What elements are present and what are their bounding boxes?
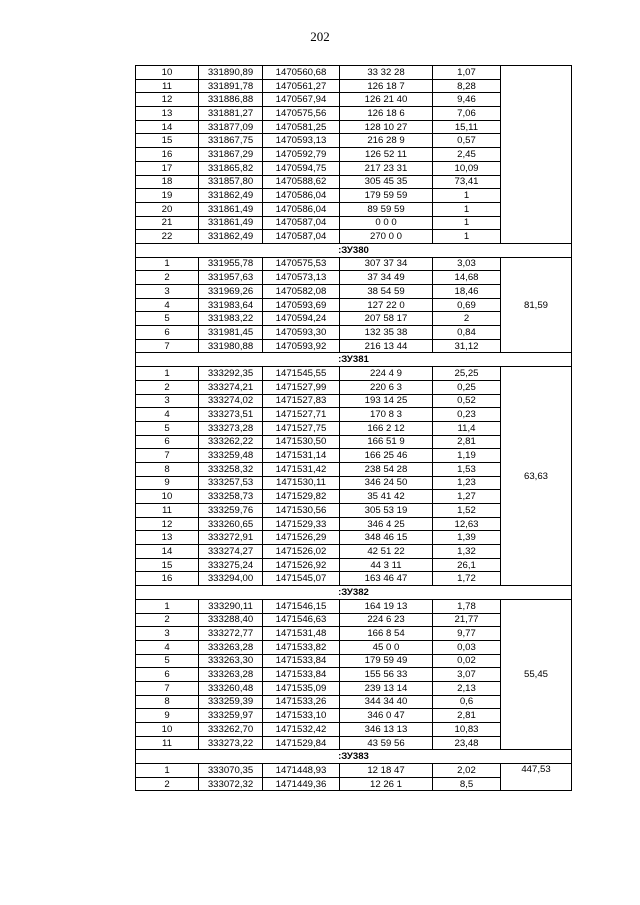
y-coordinate-cell: 1471529,84 [263,736,340,750]
x-coordinate-cell: 331891,78 [199,79,263,93]
direction-angle-cell: 33 32 28 [340,66,433,80]
direction-angle-cell: 89 59 59 [340,202,433,216]
length-cell: 18,46 [433,285,501,299]
point-number-cell: 14 [136,120,199,134]
y-coordinate-cell: 1470582,08 [263,285,340,299]
direction-angle-cell: 166 25 46 [340,449,433,463]
y-coordinate-cell: 1470586,04 [263,189,340,203]
section-header-row [136,586,572,600]
point-number-cell: 10 [136,723,199,737]
direction-angle-cell: 207 58 17 [340,312,433,326]
point-number-cell: 20 [136,202,199,216]
length-cell: 25,25 [433,367,501,381]
length-cell: 1,23 [433,476,501,490]
direction-angle-cell: 12 18 47 [340,764,433,778]
y-coordinate-cell: 1471545,55 [263,367,340,381]
length-cell: 2,45 [433,148,501,162]
direction-angle-cell: 132 35 38 [340,326,433,340]
direction-angle-cell: 43 59 56 [340,736,433,750]
direction-angle-cell: 127 22 0 [340,298,433,312]
direction-angle-cell: 0 0 0 [340,216,433,230]
direction-angle-cell: 126 21 40 [340,93,433,107]
y-coordinate-cell: 1470593,69 [263,298,340,312]
length-cell: 1,27 [433,490,501,504]
x-coordinate-cell: 333259,39 [199,695,263,709]
area-cell: 63,63 [501,367,572,586]
section-header: :ЗУ382 [136,586,572,600]
point-number-cell: 5 [136,654,199,668]
length-cell: 26,1 [433,558,501,572]
y-coordinate-cell: 1471530,56 [263,504,340,518]
y-coordinate-cell: 1471530,11 [263,476,340,490]
point-number-cell: 1 [136,257,199,271]
direction-angle-cell: 238 54 28 [340,462,433,476]
x-coordinate-cell: 333072,32 [199,777,263,791]
x-coordinate-cell: 331969,26 [199,285,263,299]
length-cell: 2,81 [433,435,501,449]
direction-angle-cell: 270 0 0 [340,230,433,244]
x-coordinate-cell: 333275,24 [199,558,263,572]
y-coordinate-cell: 1471530,50 [263,435,340,449]
direction-angle-cell: 346 13 13 [340,723,433,737]
length-cell: 0,25 [433,380,501,394]
length-cell: 23,48 [433,736,501,750]
area-cell: 55,45 [501,599,572,750]
x-coordinate-cell: 331865,82 [199,161,263,175]
direction-angle-cell: 224 6 23 [340,613,433,627]
x-coordinate-cell: 333273,22 [199,736,263,750]
length-cell: 8,28 [433,79,501,93]
point-number-cell: 19 [136,189,199,203]
x-coordinate-cell: 331867,29 [199,148,263,162]
point-number-cell: 7 [136,681,199,695]
x-coordinate-cell: 331861,49 [199,202,263,216]
page-number: 202 [310,29,330,44]
y-coordinate-cell: 1471533,84 [263,654,340,668]
length-cell: 9,46 [433,93,501,107]
y-coordinate-cell: 1470587,04 [263,216,340,230]
y-coordinate-cell: 1471527,71 [263,408,340,422]
table-row [136,764,572,778]
table-row [136,66,572,80]
x-coordinate-cell: 333263,30 [199,654,263,668]
length-cell: 21,77 [433,613,501,627]
point-number-cell: 3 [136,394,199,408]
y-coordinate-cell: 1471532,42 [263,723,340,737]
y-coordinate-cell: 1470593,13 [263,134,340,148]
y-coordinate-cell: 1471527,99 [263,380,340,394]
length-cell: 1,32 [433,545,501,559]
length-cell: 1,52 [433,504,501,518]
point-number-cell: 4 [136,640,199,654]
y-coordinate-cell: 1471527,83 [263,394,340,408]
section-header: :ЗУ380 [136,243,572,257]
direction-angle-cell: 166 51 9 [340,435,433,449]
direction-angle-cell: 179 59 59 [340,189,433,203]
length-cell: 3,07 [433,668,501,682]
length-cell: 1,07 [433,66,501,80]
length-cell: 0,69 [433,298,501,312]
x-coordinate-cell: 331981,45 [199,326,263,340]
point-number-cell: 9 [136,709,199,723]
x-coordinate-cell: 333259,76 [199,504,263,518]
length-cell: 1 [433,216,501,230]
y-coordinate-cell: 1471449,36 [263,777,340,791]
y-coordinate-cell: 1470593,30 [263,326,340,340]
point-number-cell: 13 [136,107,199,121]
x-coordinate-cell: 331861,49 [199,216,263,230]
x-coordinate-cell: 333290,11 [199,599,263,613]
x-coordinate-cell: 333260,48 [199,681,263,695]
y-coordinate-cell: 1470575,56 [263,107,340,121]
length-cell: 73,41 [433,175,501,189]
x-coordinate-cell: 333273,28 [199,421,263,435]
direction-angle-cell: 217 23 31 [340,161,433,175]
section-header-row [136,353,572,367]
point-number-cell: 14 [136,545,199,559]
direction-angle-cell: 35 41 42 [340,490,433,504]
direction-angle-cell: 346 24 50 [340,476,433,490]
length-cell: 1,53 [433,462,501,476]
point-number-cell: 6 [136,326,199,340]
y-coordinate-cell: 1470575,53 [263,257,340,271]
x-coordinate-cell: 331877,09 [199,120,263,134]
y-coordinate-cell: 1471526,29 [263,531,340,545]
direction-angle-cell: 224 4 9 [340,367,433,381]
x-coordinate-cell: 331886,88 [199,93,263,107]
area-cell: 81,59 [501,257,572,353]
direction-angle-cell: 155 56 33 [340,668,433,682]
x-coordinate-cell: 333294,00 [199,572,263,586]
x-coordinate-cell: 333257,53 [199,476,263,490]
y-coordinate-cell: 1471529,82 [263,490,340,504]
x-coordinate-cell: 333258,32 [199,462,263,476]
direction-angle-cell: 216 13 44 [340,339,433,353]
length-cell: 10,09 [433,161,501,175]
x-coordinate-cell: 333263,28 [199,640,263,654]
point-number-cell: 5 [136,312,199,326]
point-number-cell: 11 [136,79,199,93]
point-number-cell: 13 [136,531,199,545]
point-number-cell: 1 [136,764,199,778]
y-coordinate-cell: 1470594,24 [263,312,340,326]
point-number-cell: 15 [136,558,199,572]
length-cell: 8,5 [433,777,501,791]
y-coordinate-cell: 1470593,92 [263,339,340,353]
y-coordinate-cell: 1471527,75 [263,421,340,435]
y-coordinate-cell: 1471526,92 [263,558,340,572]
point-number-cell: 5 [136,421,199,435]
x-coordinate-cell: 333292,35 [199,367,263,381]
x-coordinate-cell: 333274,02 [199,394,263,408]
direction-angle-cell: 37 34 49 [340,271,433,285]
point-number-cell: 7 [136,449,199,463]
point-number-cell: 6 [136,435,199,449]
direction-angle-cell: 42 51 22 [340,545,433,559]
direction-angle-cell: 344 34 40 [340,695,433,709]
length-cell: 1,39 [433,531,501,545]
x-coordinate-cell: 333258,73 [199,490,263,504]
y-coordinate-cell: 1471531,48 [263,627,340,641]
length-cell: 1,78 [433,599,501,613]
y-coordinate-cell: 1471448,93 [263,764,340,778]
x-coordinate-cell: 331955,78 [199,257,263,271]
x-coordinate-cell: 333274,27 [199,545,263,559]
y-coordinate-cell: 1470573,13 [263,271,340,285]
y-coordinate-cell: 1470594,75 [263,161,340,175]
direction-angle-cell: 346 4 25 [340,517,433,531]
length-cell: 2 [433,312,501,326]
point-number-cell: 16 [136,148,199,162]
direction-angle-cell: 305 45 35 [340,175,433,189]
table-row [136,599,572,613]
x-coordinate-cell: 333260,65 [199,517,263,531]
y-coordinate-cell: 1470592,79 [263,148,340,162]
table-row [136,257,572,271]
y-coordinate-cell: 1471546,63 [263,613,340,627]
length-cell: 9,77 [433,627,501,641]
section-header: :ЗУ383 [136,750,572,764]
direction-angle-cell: 126 18 7 [340,79,433,93]
length-cell: 2,02 [433,764,501,778]
length-cell: 15,11 [433,120,501,134]
point-number-cell: 7 [136,339,199,353]
length-cell: 3,03 [433,257,501,271]
length-cell: 1 [433,189,501,203]
x-coordinate-cell: 331983,22 [199,312,263,326]
length-cell: 0,03 [433,640,501,654]
direction-angle-cell: 307 37 34 [340,257,433,271]
direction-angle-cell: 128 10 27 [340,120,433,134]
point-number-cell: 10 [136,490,199,504]
section-header-row [136,243,572,257]
y-coordinate-cell: 1471533,26 [263,695,340,709]
point-number-cell: 21 [136,216,199,230]
point-number-cell: 2 [136,613,199,627]
point-number-cell: 4 [136,408,199,422]
point-number-cell: 10 [136,66,199,80]
x-coordinate-cell: 333274,21 [199,380,263,394]
x-coordinate-cell: 333262,70 [199,723,263,737]
length-cell: 31,12 [433,339,501,353]
point-number-cell: 8 [136,462,199,476]
length-cell: 0,02 [433,654,501,668]
x-coordinate-cell: 333273,51 [199,408,263,422]
length-cell: 7,06 [433,107,501,121]
x-coordinate-cell: 333272,77 [199,627,263,641]
point-number-cell: 17 [136,161,199,175]
x-coordinate-cell: 333272,91 [199,531,263,545]
y-coordinate-cell: 1471526,02 [263,545,340,559]
y-coordinate-cell: 1471533,10 [263,709,340,723]
length-cell: 1,19 [433,449,501,463]
point-number-cell: 9 [136,476,199,490]
direction-angle-cell: 45 0 0 [340,640,433,654]
point-number-cell: 18 [136,175,199,189]
x-coordinate-cell: 331857,80 [199,175,263,189]
section-header-row [136,750,572,764]
y-coordinate-cell: 1471529,33 [263,517,340,531]
x-coordinate-cell: 333070,35 [199,764,263,778]
y-coordinate-cell: 1470581,25 [263,120,340,134]
direction-angle-cell: 305 53 19 [340,504,433,518]
direction-angle-cell: 126 18 6 [340,107,433,121]
coordinates-table [135,65,572,791]
point-number-cell: 15 [136,134,199,148]
x-coordinate-cell: 331862,49 [199,189,263,203]
y-coordinate-cell: 1471533,82 [263,640,340,654]
point-number-cell: 11 [136,504,199,518]
direction-angle-cell: 12 26 1 [340,777,433,791]
x-coordinate-cell: 331881,27 [199,107,263,121]
point-number-cell: 3 [136,627,199,641]
direction-angle-cell: 170 8 3 [340,408,433,422]
x-coordinate-cell: 333259,48 [199,449,263,463]
y-coordinate-cell: 1471533,84 [263,668,340,682]
area-cell [501,66,572,244]
x-coordinate-cell: 333259,97 [199,709,263,723]
x-coordinate-cell: 331983,64 [199,298,263,312]
direction-angle-cell: 348 46 15 [340,531,433,545]
length-cell: 10,83 [433,723,501,737]
direction-angle-cell: 164 19 13 [340,599,433,613]
section-header: :ЗУ381 [136,353,572,367]
direction-angle-cell: 126 52 11 [340,148,433,162]
length-cell: 2,13 [433,681,501,695]
point-number-cell: 2 [136,271,199,285]
direction-angle-cell: 239 13 14 [340,681,433,695]
length-cell: 0,57 [433,134,501,148]
direction-angle-cell: 44 3 11 [340,558,433,572]
direction-angle-cell: 346 0 47 [340,709,433,723]
length-cell: 0,23 [433,408,501,422]
length-cell: 1 [433,230,501,244]
length-cell: 14,68 [433,271,501,285]
direction-angle-cell: 166 2 12 [340,421,433,435]
y-coordinate-cell: 1471531,42 [263,462,340,476]
point-number-cell: 1 [136,599,199,613]
direction-angle-cell: 163 46 47 [340,572,433,586]
y-coordinate-cell: 1470587,04 [263,230,340,244]
direction-angle-cell: 220 6 3 [340,380,433,394]
direction-angle-cell: 216 28 9 [340,134,433,148]
length-cell: 1 [433,202,501,216]
y-coordinate-cell: 1471546,15 [263,599,340,613]
point-number-cell: 12 [136,517,199,531]
length-cell: 0,52 [433,394,501,408]
point-number-cell: 1 [136,367,199,381]
y-coordinate-cell: 1470561,27 [263,79,340,93]
x-coordinate-cell: 331862,49 [199,230,263,244]
y-coordinate-cell: 1470586,04 [263,202,340,216]
point-number-cell: 6 [136,668,199,682]
point-number-cell: 2 [136,777,199,791]
coordinates-table-body [136,66,572,791]
y-coordinate-cell: 1471545,07 [263,572,340,586]
x-coordinate-cell: 331980,88 [199,339,263,353]
table-row [136,367,572,381]
length-cell: 11,4 [433,421,501,435]
point-number-cell: 3 [136,285,199,299]
y-coordinate-cell: 1470588,62 [263,175,340,189]
y-coordinate-cell: 1471535,09 [263,681,340,695]
length-cell: 1,72 [433,572,501,586]
point-number-cell: 16 [136,572,199,586]
length-cell: 12,63 [433,517,501,531]
direction-angle-cell: 166 8 54 [340,627,433,641]
point-number-cell: 8 [136,695,199,709]
y-coordinate-cell: 1470560,68 [263,66,340,80]
point-number-cell: 12 [136,93,199,107]
x-coordinate-cell: 331890,89 [199,66,263,80]
y-coordinate-cell: 1471531,14 [263,449,340,463]
direction-angle-cell: 179 59 49 [340,654,433,668]
length-cell: 0,84 [433,326,501,340]
direction-angle-cell: 38 54 59 [340,285,433,299]
x-coordinate-cell: 333262,22 [199,435,263,449]
x-coordinate-cell: 333263,28 [199,668,263,682]
point-number-cell: 4 [136,298,199,312]
x-coordinate-cell: 331867,75 [199,134,263,148]
point-number-cell: 11 [136,736,199,750]
area-cell: 447,53 [501,764,572,791]
point-number-cell: 22 [136,230,199,244]
length-cell: 2,81 [433,709,501,723]
direction-angle-cell: 193 14 25 [340,394,433,408]
x-coordinate-cell: 331957,63 [199,271,263,285]
y-coordinate-cell: 1470567,94 [263,93,340,107]
length-cell: 0,6 [433,695,501,709]
point-number-cell: 2 [136,380,199,394]
x-coordinate-cell: 333288,40 [199,613,263,627]
